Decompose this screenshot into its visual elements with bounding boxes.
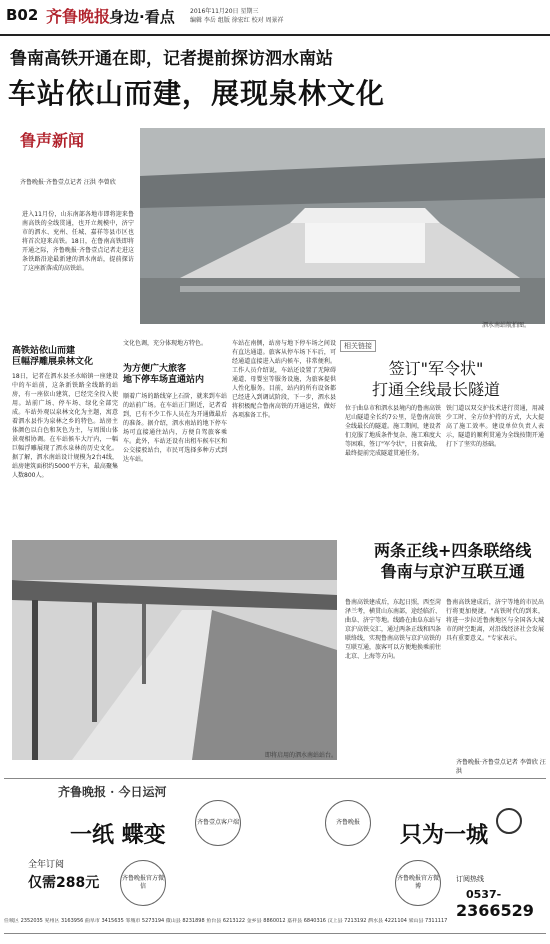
dateline-date: 2016年11月20日 星期三: [190, 8, 259, 15]
ad-footer: 任城区 2352035 兖州区 3163956 曲阜市 3415635 邹城市 5273194 微山县 8231898 鱼台县 6213122 金乡县 8860012 嘉祥县 6840316 汶上县 7213192 泗水县 4221104 梁山县 7311117: [4, 918, 448, 924]
ad-price: 仅需288元: [28, 875, 100, 891]
subheading: 为方便广大旅客 地下停车场直通站内: [123, 364, 205, 385]
subheading: 高铁站依山而建 巨幅浮雕展泉林文化: [12, 346, 94, 367]
body-column: 位于曲阜市和泗水县境内的鲁南高铁尼山隧道全长约7公里，是鲁南高铁全线最长的隧道。施工期间，建设者们克服了地质条件复杂、施工难度大等困难，签订"军令状"，日夜奋战，最终提前完成隧道贯通任务。: [345, 405, 442, 457]
ad-qr-circle: 齐鲁晚报: [325, 800, 371, 846]
photo-caption: 即将启用的泗水南站站台。: [265, 752, 338, 759]
dateline-editors: 编辑 李岳 组版 徐宏红 校对 周景祥: [190, 17, 284, 24]
ad-brand: 齐鲁晚报 · 今日运河: [58, 785, 167, 799]
station-aerial-illustration: [140, 128, 545, 324]
article-byline: 齐鲁晚报·齐鲁壹点记者 李曾欣 汪洪: [456, 759, 546, 775]
newspaper-logo: 齐鲁晚报: [46, 7, 111, 26]
article-byline: 齐鲁晚报·齐鲁壹点记者 汪洪 李曾欣: [20, 179, 116, 186]
platform-illustration: [12, 540, 337, 760]
side-headline: 两条正线+四条联络线 鲁南与京沪互联互通: [374, 541, 532, 581]
ad-qr-circle: 齐鲁晚报官方微信: [120, 860, 166, 906]
body-column: 顺着广场的路线穿上石阶，就来到车站的站前广场。在车站正门附近，记者看到，已有不少工作人员在为开通做最后的准备。据介绍，泗水南站的地下停车场可直接通往站内，方便自驾旅客乘车。此外，车站还设有出租车候车区和公交接驳站台，市民可选择多种方式到达车站。: [123, 393, 227, 463]
ad-qr-circle: 齐鲁壹点客户端: [195, 800, 241, 846]
side-headline: 签订"军令状" 打通全线最长隧道: [372, 359, 501, 399]
station-aerial-photo: [140, 128, 545, 324]
column-brand: 鲁声新闻: [20, 131, 85, 150]
page-number: B02: [6, 6, 39, 24]
article-lead: 进入11月份，山东南部各地市即将迎来鲁南高铁的全线贯通，也开立规模中，济宁市的泗水、兖州、任城、嘉祥等县市区也将首次迎来高铁。18日，在鲁南高铁即将开通之际，齐鲁晚报·齐鲁壹点记者走进这条铁路沿途最新建的泗水南站，提前探访了这座新落成的高铁站。: [22, 211, 134, 272]
platform-photo: [12, 540, 337, 760]
ad-slogan: 只为一城: [400, 822, 489, 848]
ad-phone-number: 2366529: [456, 901, 534, 920]
related-link-tag: 相关链接: [340, 340, 376, 352]
article-kicker: 鲁南高铁开通在即，记者提前探访泗水南站: [10, 49, 333, 69]
phone-icon: [496, 808, 522, 834]
body-column: 鲁南高铁建成后，济宁等地的市民出行将更加便捷。"高铁时代的到来，将进一步拉近鲁南地区与全国各大城市的时空距离，对沿线经济社会发展具有重要意义。"专家表示。: [446, 599, 544, 642]
ad-phone-label: 订阅热线: [456, 875, 484, 883]
ad-qr-circle: 齐鲁晚报官方微博: [395, 860, 441, 906]
related-link-box: [340, 333, 545, 352]
section-title: 身边·看点: [109, 8, 175, 26]
article-headline: 车站依山而建，展现泉林文化: [8, 77, 386, 110]
photo-caption: 泗水南站航拍图。: [482, 322, 531, 329]
body-column: 铁门道以双交护技术进行贯通，用减少工时、全方位护持的方式，大大提高了施工效率。建设单位负责人表示，隧道的顺利贯通为全线按期开通打下了坚实的基础。: [446, 405, 544, 448]
dateline: [190, 7, 284, 25]
body-column: 鲁南高铁建成后，东起日照，西至菏泽兰考，横贯山东南部，途经临沂、曲阜、济宁等地。线路在曲阜东站与京沪高铁交汇，通过两条正线和四条联络线，实现鲁南高铁与京沪高铁的互联互通，旅客可以方便地换乘前往北京、上海等方向。: [345, 599, 442, 660]
body-column: 18日，记者在泗水县圣水峪镇一座建设中的车站前，这条新铁路全线路的站房，有一座依山建筑，已经完全投入使用。站前广场、停车场、绿化全部完成。车站外观以泉林文化为主题，寓意着泗水县作为泉林之乡的特色。站房主体颜色以白色和灰色为主，与周围山体景观相协调。在车站候车大厅内，一幅巨幅浮雕展现了泗水泉林的历史文化。据了解，泗水南站设计规模为2台4线，站房建筑面积约5000平方米，最高聚集人数800人。: [12, 373, 118, 479]
body-column: 文化色调，充分体现地方特色。: [123, 340, 208, 347]
ad-fee-label: 全年订阅: [28, 860, 65, 870]
ad-slogan: 一纸 蝶变: [70, 822, 166, 848]
ad-phone-prefix: 0537-: [466, 888, 502, 901]
body-column: 车站在南侧，站房与地下停车场之间设有直达通道。旅客从停车场下车后，可经通道直接进入站内候车，非常便利。工作人员介绍说，车站还设置了无障碍通道、母婴室等服务设施，为旅客提供人性化服务。目前，站内的所有设备都已经进入到调试阶段，下一步，泗水县将积极配合鲁南高铁的开通运营，做好各项准备工作。: [232, 340, 336, 419]
column-header: [20, 128, 120, 187]
